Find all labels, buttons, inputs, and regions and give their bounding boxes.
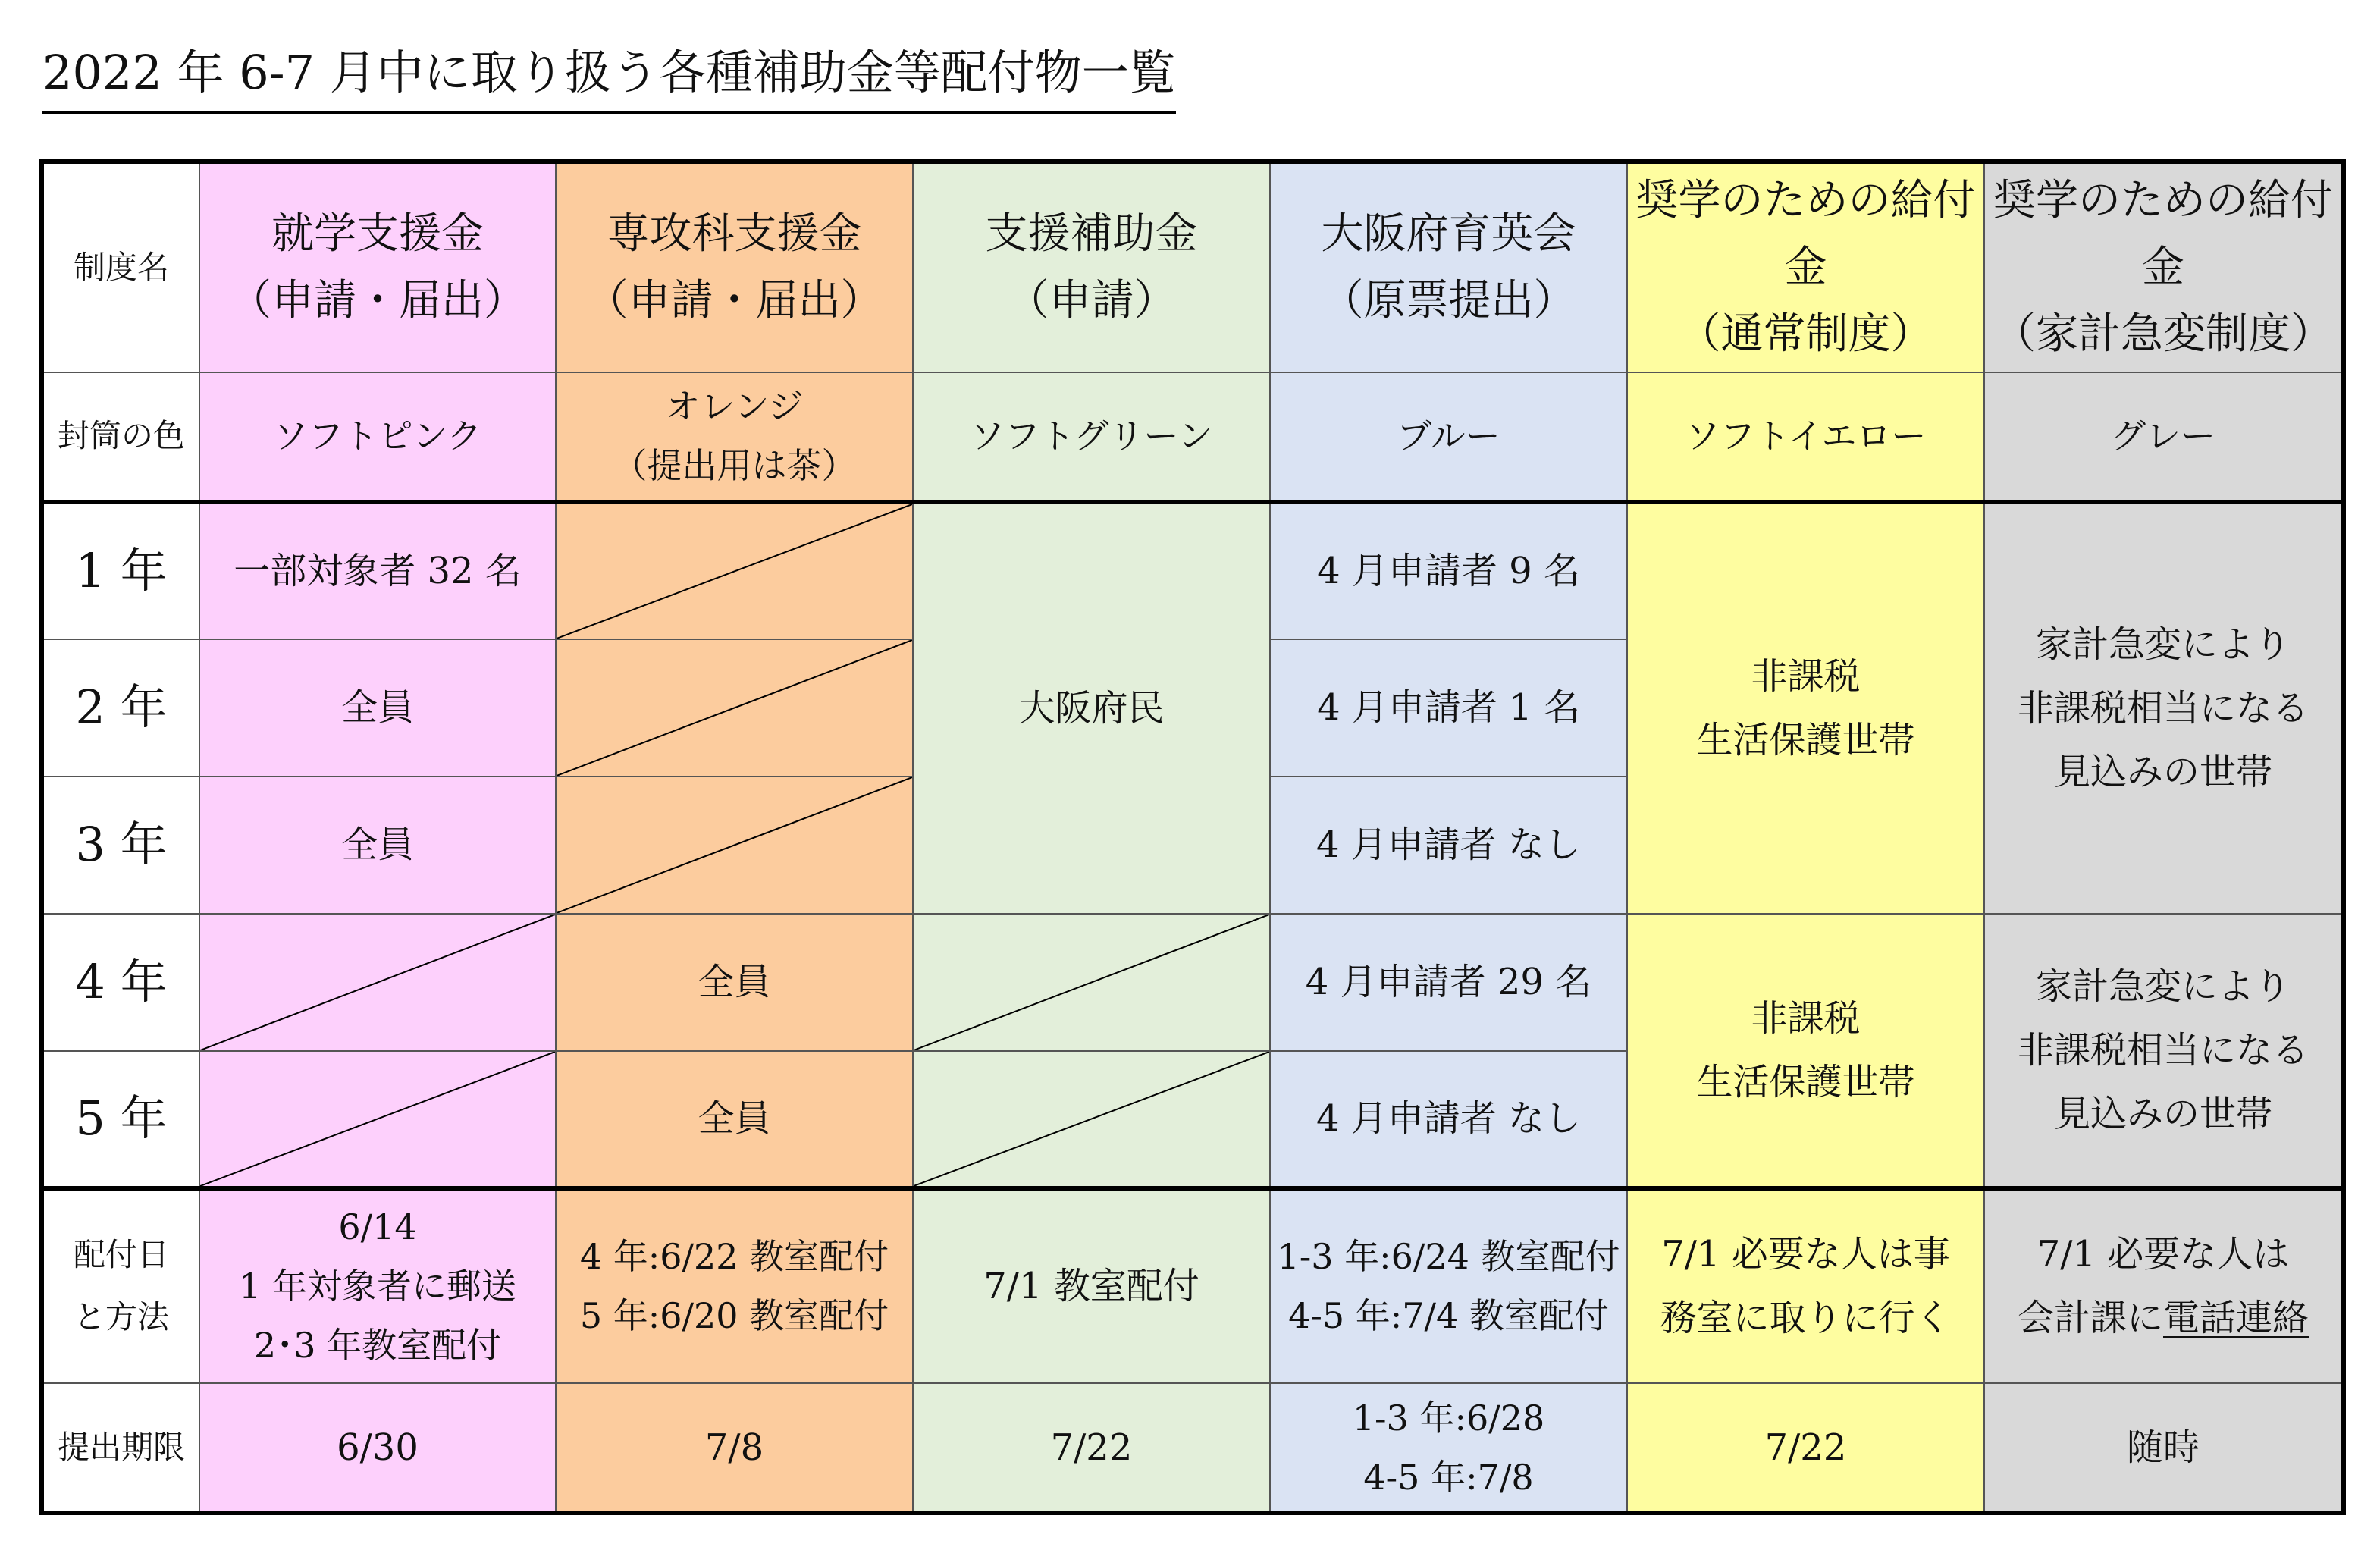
eligibility-line: 生活保護世帯 xyxy=(1696,719,1915,762)
eligibility-line: 生活保護世帯 xyxy=(1696,1060,1915,1103)
program-cell-senkoka xyxy=(556,162,913,372)
envelope-row xyxy=(42,372,2344,502)
eligibility-line: 家計急変により xyxy=(2035,965,2291,1008)
year-label: 5 年 xyxy=(42,1051,199,1188)
yellow-years-4-5 xyxy=(1627,914,1984,1188)
orange-year-4: 全員 xyxy=(556,914,913,1051)
envelope-color-cell: ソフトピンク xyxy=(199,372,556,502)
subsidy-table xyxy=(39,159,2346,1515)
blue-year-2: 4 月申請者 1 名 xyxy=(1270,639,1627,777)
program-sub: （申請） xyxy=(1006,275,1177,325)
green-year-4-not-applicable xyxy=(913,914,1270,1051)
diagonal-slash xyxy=(557,640,912,776)
program-cell-shien-hojokin xyxy=(913,162,1270,372)
blue-year-4: 4 月申請者 29 名 xyxy=(1270,914,1627,1051)
delivery-line: 2･3 年教室配付 xyxy=(253,1325,502,1366)
delivery-line: 4 年:6/22 教室配付 xyxy=(579,1236,889,1278)
delivery-line: 7/1 必要な人は事 xyxy=(1661,1233,1950,1276)
orange-year-3-not-applicable xyxy=(556,777,913,914)
phone-contact-underlined: 電話連絡 xyxy=(2163,1297,2309,1340)
deadline-label: 提出期限 xyxy=(42,1383,199,1513)
eligibility-line: 家計急変により xyxy=(2035,623,2291,667)
pink-delivery xyxy=(199,1188,556,1383)
pink-year-4-not-applicable xyxy=(199,914,556,1051)
gray-years-4-5 xyxy=(1984,914,2344,1188)
eligibility-line: 非課税 xyxy=(1751,996,1861,1040)
program-name: 支援補助金 xyxy=(985,209,1198,259)
program-name: 奨学のための給付金 xyxy=(1993,175,2333,292)
yellow-years-1-3 xyxy=(1627,502,1984,914)
program-sub: （通常制度） xyxy=(1678,309,1933,359)
delivery-text: 会計課に xyxy=(2017,1297,2163,1340)
program-sub: （申請・届出） xyxy=(585,275,883,325)
pink-year-5-not-applicable xyxy=(199,1051,556,1188)
delivery-line: 1-3 年:6/24 教室配付 xyxy=(1277,1236,1620,1278)
gray-years-1-3 xyxy=(1984,502,2344,914)
program-label: 制度名 xyxy=(42,162,199,372)
envelope-color-note: （提出用は茶） xyxy=(612,445,857,487)
blue-year-1: 4 月申請者 9 名 xyxy=(1270,502,1627,639)
year-label: 3 年 xyxy=(42,777,199,914)
orange-deadline: 7/8 xyxy=(556,1383,913,1513)
eligibility-line: 見込みの世帯 xyxy=(2053,1092,2272,1135)
envelope-label: 封筒の色 xyxy=(42,372,199,502)
blue-delivery xyxy=(1270,1188,1627,1383)
delivery-line: 務室に取りに行く xyxy=(1660,1297,1952,1340)
pink-year-3: 全員 xyxy=(199,777,556,914)
delivery-line: 7/1 必要な人は xyxy=(2037,1233,2290,1276)
yellow-deadline: 7/22 xyxy=(1627,1383,1984,1513)
diagonal-slash xyxy=(557,504,912,639)
orange-year-2-not-applicable xyxy=(556,639,913,777)
deadline-line: 4-5 年:7/8 xyxy=(1363,1456,1534,1498)
program-name: 大阪府育英会 xyxy=(1321,209,1576,259)
eligibility-line: 見込みの世帯 xyxy=(2053,751,2272,794)
diagonal-slash xyxy=(914,915,1269,1050)
program-name: 専攻科支援金 xyxy=(607,209,862,259)
program-sub: （原票提出） xyxy=(1321,275,1576,325)
program-name: 就学支援金 xyxy=(271,209,484,259)
page-title: 2022 年 6-7 月中に取り扱う各種補助金等配付物一覧 xyxy=(42,36,1176,114)
envelope-color-cell: ソフトイエロー xyxy=(1627,372,1984,502)
envelope-color-cell: ブルー xyxy=(1270,372,1627,502)
orange-delivery xyxy=(556,1188,913,1383)
diagonal-slash xyxy=(200,1052,555,1186)
delivery-label-line: と方法 xyxy=(73,1298,169,1336)
program-sub: （家計急変制度） xyxy=(1993,309,2333,359)
year-label: 1 年 xyxy=(42,502,199,639)
year-label: 2 年 xyxy=(42,639,199,777)
program-cell-kyufukin-emergency xyxy=(1984,162,2344,372)
eligibility-line: 非課税相当になる xyxy=(2017,687,2309,730)
envelope-color-cell: ソフトグリーン xyxy=(913,372,1270,502)
orange-year-5: 全員 xyxy=(556,1051,913,1188)
delivery-label-line: 配付日 xyxy=(73,1236,169,1274)
delivery-line xyxy=(1985,1286,2341,1350)
gray-delivery xyxy=(1984,1188,2344,1383)
program-cell-shugaku xyxy=(199,162,556,372)
diagonal-slash xyxy=(914,1052,1269,1186)
delivery-line: 1 年対象者に郵送 xyxy=(239,1266,516,1307)
gray-deadline: 随時 xyxy=(1984,1383,2344,1513)
program-sub: （申請・届出） xyxy=(229,275,526,325)
envelope-color-cell xyxy=(556,372,913,502)
eligibility-line: 非課税相当になる xyxy=(2017,1028,2309,1072)
orange-year-1-not-applicable xyxy=(556,502,913,639)
blue-year-3: 4 月申請者 なし xyxy=(1270,777,1627,914)
green-year-5-not-applicable xyxy=(913,1051,1270,1188)
delivery-label xyxy=(42,1188,199,1383)
year-row-1 xyxy=(42,502,2344,639)
diagonal-slash xyxy=(557,777,912,913)
delivery-line: 4-5 年:7/4 教室配付 xyxy=(1288,1295,1609,1337)
program-name: 奨学のための給付金 xyxy=(1635,175,1976,292)
green-delivery: 7/1 教室配付 xyxy=(913,1188,1270,1383)
program-cell-ikueikai xyxy=(1270,162,1627,372)
envelope-color-cell: グレー xyxy=(1984,372,2344,502)
eligibility-line: 非課税 xyxy=(1751,655,1861,698)
year-row-4 xyxy=(42,914,2344,1051)
deadline-row xyxy=(42,1383,2344,1513)
deadline-line: 1-3 年:6/28 xyxy=(1352,1397,1545,1439)
year-label: 4 年 xyxy=(42,914,199,1051)
green-deadline: 7/22 xyxy=(913,1383,1270,1513)
delivery-line: 6/14 xyxy=(338,1206,417,1248)
delivery-line: 5 年:6/20 教室配付 xyxy=(579,1295,889,1337)
pink-year-2: 全員 xyxy=(199,639,556,777)
blue-deadline xyxy=(1270,1383,1627,1513)
blue-year-5: 4 月申請者 なし xyxy=(1270,1051,1627,1188)
pink-deadline: 6/30 xyxy=(199,1383,556,1513)
delivery-row xyxy=(42,1188,2344,1383)
diagonal-slash xyxy=(200,915,555,1050)
program-row xyxy=(42,162,2344,372)
program-cell-kyufukin-normal xyxy=(1627,162,1984,372)
pink-year-1: 一部対象者 32 名 xyxy=(199,502,556,639)
green-years-1-3: 大阪府民 xyxy=(913,502,1270,914)
yellow-delivery xyxy=(1627,1188,1984,1383)
envelope-color-text: オレンジ xyxy=(665,386,804,428)
